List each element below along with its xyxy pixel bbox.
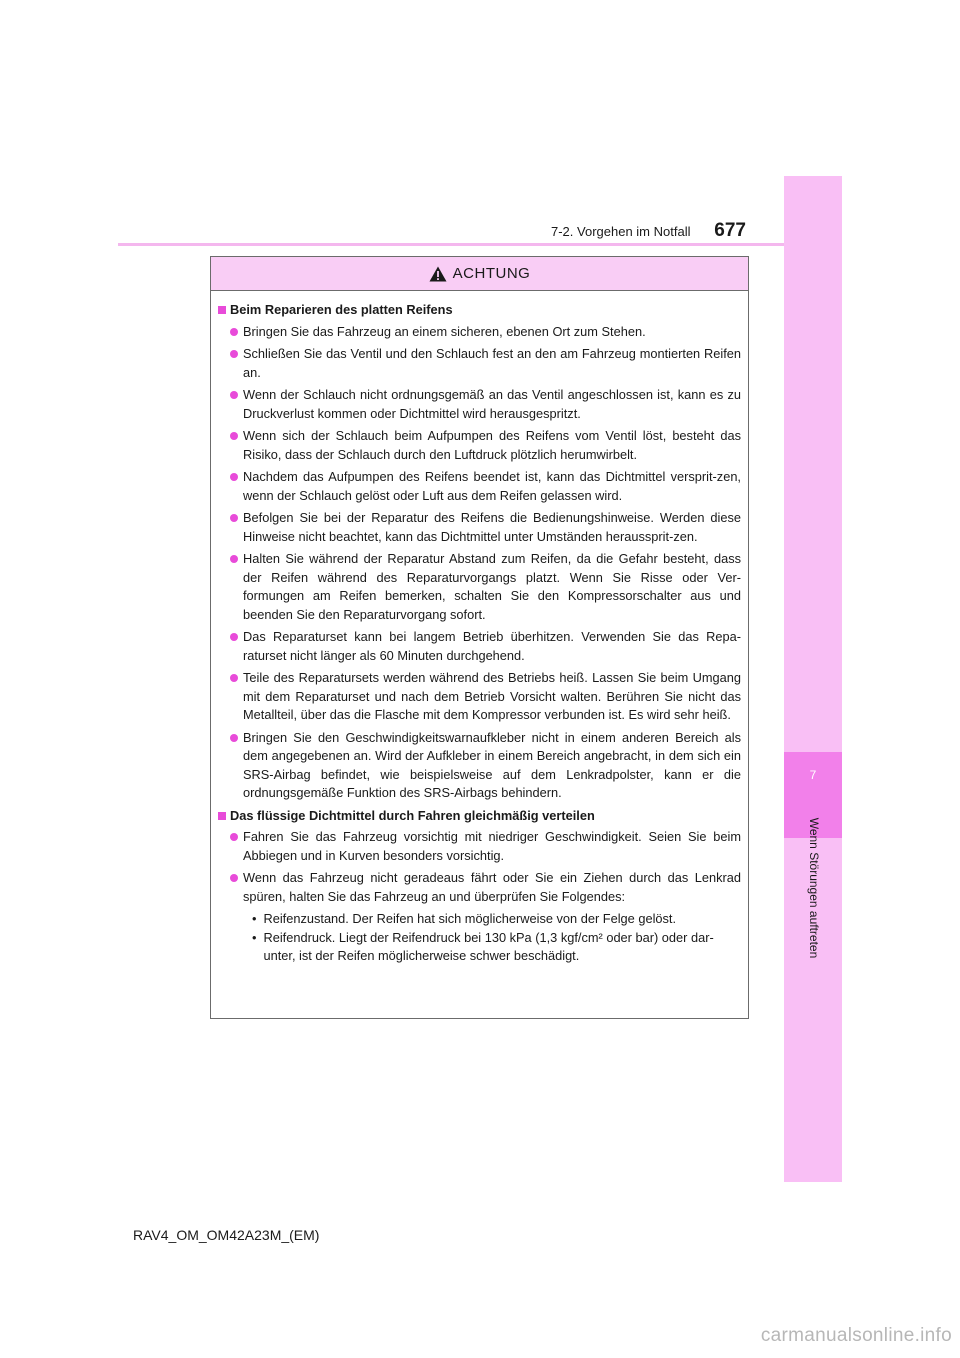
square-bullet-icon	[218, 306, 226, 314]
chapter-side-tab	[784, 176, 842, 1182]
dot-marker-icon: •	[252, 929, 257, 945]
page-number: 677	[714, 220, 746, 241]
circle-bullet-icon	[230, 473, 238, 481]
header-rule	[118, 243, 842, 246]
circle-bullet-icon	[230, 734, 238, 742]
section-heading-text: Beim Reparieren des platten Reifens	[230, 302, 453, 317]
circle-bullet-icon	[230, 633, 238, 641]
warning-body	[211, 291, 748, 966]
list-item	[218, 468, 741, 505]
section-heading-text: Das flüssige Dichtmittel durch Fahren gleichmäßig verteilen	[230, 807, 595, 823]
circle-bullet-icon	[230, 874, 238, 882]
sub-list	[218, 910, 741, 966]
list-item-text: Nachdem das Aufpumpen des Reifens beendet ist, kann das Dichtmittel versprit-zen, wenn der Schlauch gelöst oder Luft aus dem Reifen gelassen wird.	[243, 469, 741, 503]
watermark: carmanualsonline.info	[760, 1325, 952, 1346]
square-bullet-icon	[218, 812, 226, 820]
sub-list-item-text: Reifenzustand. Der Reifen hat sich möglicherweise von der Felge gelöst.	[263, 911, 677, 926]
list-item	[218, 427, 741, 464]
chapter-label: Wenn Störungen auftreten	[807, 817, 821, 959]
circle-bullet-icon	[230, 514, 238, 522]
list-item	[218, 628, 741, 665]
circle-bullet-icon	[230, 555, 238, 563]
list-item-text: Schließen Sie das Ventil und den Schlauch fest an den am Fahrzeug montierten Reifen an.	[243, 346, 741, 380]
section-heading	[218, 301, 741, 320]
list-item-text: Bringen Sie den Geschwindigkeitswarnaufkleber nicht in einem anderen Bereich als dem angegebenen an. Wird der Aufkleber in einem Bereich angebracht, in dem sich ein SRS-Airbag befindet, wie beispielsweise auf dem Lenkradpolster, kann er die ordnungsgemäße Funktion des SRS-Airbags behindern.	[243, 729, 741, 800]
section-heading	[218, 807, 741, 826]
list-item	[218, 869, 741, 906]
circle-bullet-icon	[230, 328, 238, 336]
list-item	[218, 669, 741, 725]
list-item	[218, 509, 741, 546]
list-item-text: Das Reparaturset kann bei langem Betrieb überhitzen. Verwenden Sie das Repa-raturset nicht länger als 60 Minuten durchgehend.	[243, 629, 741, 663]
sub-list-item-text: Reifendruck. Liegt der Reifendruck bei 130 kPa (1,3 kgf/cm² oder bar) oder dar-unter, ist der Reifen möglicherweise schwer beschädigt.	[263, 929, 714, 963]
list-item	[218, 323, 741, 342]
list-item	[218, 550, 741, 624]
circle-bullet-icon	[230, 833, 238, 841]
sub-list-item	[252, 929, 741, 966]
list-item	[218, 345, 741, 382]
list-item	[218, 386, 741, 423]
document-code: RAV4_OM_OM42A23M_(EM)	[133, 1227, 320, 1243]
circle-bullet-icon	[230, 432, 238, 440]
warning-header	[211, 257, 748, 291]
list-item	[218, 828, 741, 865]
list-item	[218, 729, 741, 803]
circle-bullet-icon	[230, 391, 238, 399]
warning-box	[210, 256, 749, 1019]
list-item-text: Bringen Sie das Fahrzeug an einem sicheren, ebenen Ort zum Stehen.	[243, 323, 646, 339]
list-item-text: Befolgen Sie bei der Reparatur des Reifens die Bedienungshinweise. Werden diese Hinweise nicht beachtet, kann das Dichtmittel unter Umständen heraussprit-zen.	[243, 510, 741, 544]
list-item-text: Halten Sie während der Reparatur Abstand zum Reifen, da die Gefahr besteht, dass der Reifen während des Reparaturvorgangs platzt. Wenn Sie Risse oder Ver-formungen am Reifen bemerken, schalten Sie den Kompressorschalter aus und beenden Sie den Reparaturvorgang sofort.	[243, 551, 741, 622]
section-title: 7-2. Vorgehen im Notfall	[551, 224, 691, 239]
chapter-number: 7	[809, 768, 817, 782]
sub-list-item	[252, 910, 741, 929]
list-item-text: Fahren Sie das Fahrzeug vorsichtig mit niedriger Geschwindigkeit. Seien Sie beim Abbiegen und in Kurven besonders vorsichtig.	[243, 829, 741, 863]
circle-bullet-icon	[230, 674, 238, 682]
warning-title: ACHTUNG	[452, 265, 531, 282]
list-item-text: Wenn der Schlauch nicht ordnungsgemäß an das Ventil angeschlossen ist, kann es zu Druckverlust kommen oder Dichtmittel wird herausgespritzt.	[243, 387, 741, 421]
list-item-text: Wenn das Fahrzeug nicht geradeaus fährt oder Sie ein Ziehen durch das Lenkrad spüren, halten Sie das Fahrzeug an und überprüfen Sie Folgendes:	[243, 870, 741, 904]
list-item-text: Wenn sich der Schlauch beim Aufpumpen des Reifens vom Ventil löst, besteht das Risiko, dass der Schlauch durch den Luftdruck plötzlich herumwirbelt.	[243, 428, 741, 462]
dot-marker-icon: •	[252, 911, 257, 926]
warning-triangle-icon	[429, 266, 447, 282]
circle-bullet-icon	[230, 350, 238, 358]
list-item-text: Teile des Reparatursets werden während des Betriebs heiß. Lassen Sie beim Umgang mit dem Reparaturset und nach dem Betrieb Vorsicht walten. Berühren Sie nicht das Metallteil, über das die Flasche mit dem Kompressor verbunden ist. Es wird sehr heiß.	[243, 670, 741, 722]
